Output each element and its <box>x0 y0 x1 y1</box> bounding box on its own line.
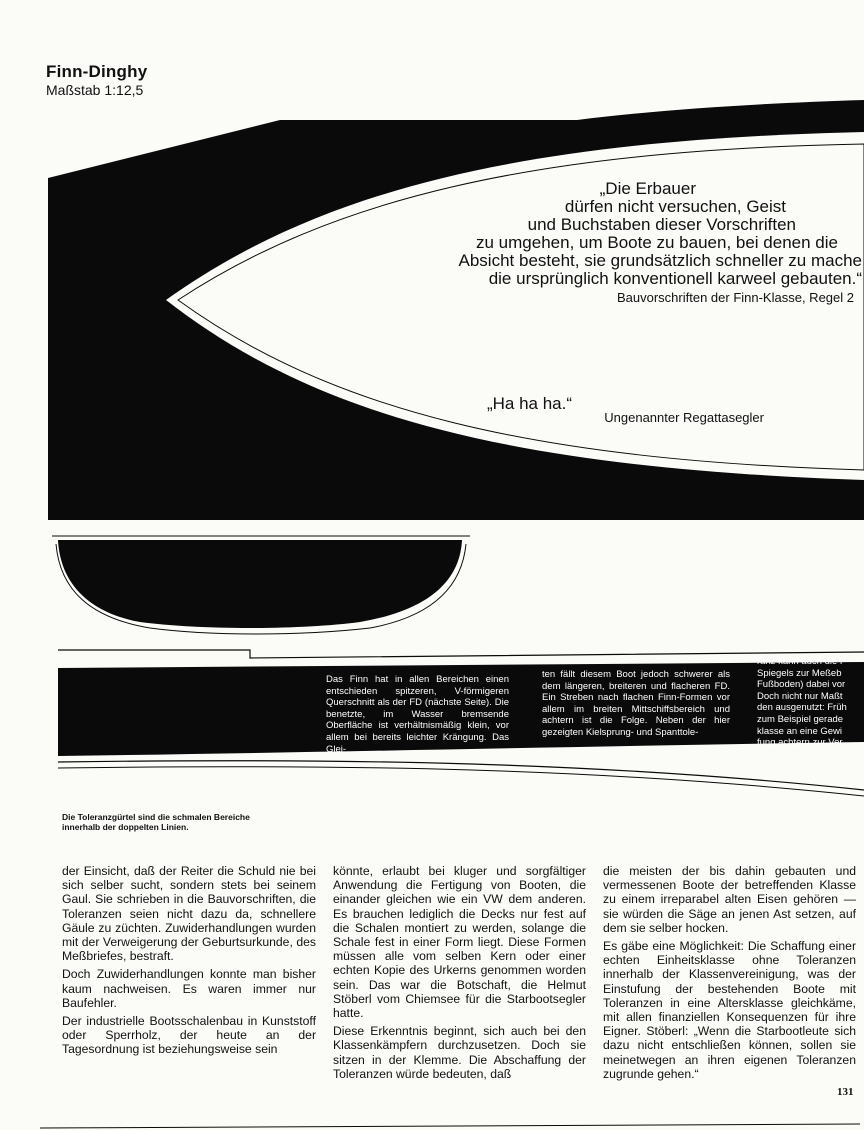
rule-quote-line: Absicht besteht, sie grundsätzlich schneller zu mache <box>458 251 862 270</box>
rule-quote-line: die ursprünglich konventionell karweel gebauten.“ <box>488 269 862 288</box>
drawing-title: Finn-Dinghy <box>46 62 148 81</box>
body-column-3 <box>603 864 856 1085</box>
paragraph: die meisten der bis dahin gebauten und vermessenen Boote der betreffenden Klasse zu einem irreparabel alten Eisen gehören — sie würden die Säge an jenen Ast setzen, auf dem sie selber hocken. <box>603 864 856 935</box>
body-column-1 <box>62 864 316 1061</box>
profile-keel-line-1 <box>58 761 864 790</box>
paragraph: Doch Zuwiderhandlungen konnte man bisher kaum nachweisen. Es waren immer nur Baufehler. <box>62 967 316 1010</box>
rule-quote-line: zu umgehen, um Boote zu bauen, bei denen die <box>476 233 838 252</box>
band-col3-line: ranz kann auch die F <box>757 656 846 667</box>
band-text-column-1: Das Finn hat in allen Bereichen einen entschieden spitzeren, V-förmigeren Querschnitt als der FD (nächste Seite). Die benetzte, im Wasser bremsende Oberfläche ist verhältnismäßig klein, vor allem bei bereits leichter Krängung. Das Glei- <box>326 674 509 755</box>
band-col3-line: zum Beispiel gerade <box>757 713 844 725</box>
paragraph: Der industrielle Bootsschalenbau in Kunststoff oder Sperrholz, der heute an der Tagesordnung ist beziehungsweise sein <box>62 1014 316 1057</box>
drawing-scale: Maßstab 1:12,5 <box>46 82 144 98</box>
band-col3-line: klasse an eine Gewi <box>757 725 843 737</box>
paragraph: Es gäbe eine Möglichkeit: Die Schaffung einer echten Einheitsklasse ohne Toleranzen innerhalb der Klassenvereinigung, was der Einstufung der bestehenden Boote mit Toleranzen in eine Altersklasse gleichkäme, mit allen finanziellen Konsequenzen für ihre Eigner. Stöberl: „Wenn die Starbootleute sich dazu nicht entschließen können, sollen sie meinetwegen an ihren eigenen Toleranzen zugrunde gehen.“ <box>603 939 856 1081</box>
figure-caption: Die Toleranzgürtel sind die schmalen Bereiche innerhalb der doppelten Linien. <box>62 812 250 832</box>
rule-quote-line: „Die Erbauer <box>599 179 696 198</box>
band-col3-line: fung achtern zur Ver <box>757 737 843 749</box>
section-hull <box>58 540 462 628</box>
rule-source: Bauvorschriften der Finn-Klasse, Regel 2 <box>616 290 854 305</box>
laugh-source: Ungenannter Regattasegler <box>604 410 764 425</box>
rule-quote-line: und Buchstaben dieser Vorschriften <box>527 215 796 234</box>
paragraph: könnte, erlaubt bei kluger und sorgfältiger Anwendung die Fertigung von Booten, die einander gleichen wie ein VW dem anderen. Es brauchen lediglich die Decks nur fest auf die Schalen montiert zu werden, solange die Schale fest in einer Form liegt. Diese Formen müssen alle vom selben Kern oder einer echten Kopie des Urkerns genommen worden sein. Das war die Botschaft, die Helmut Stöberl vom Chiemsee für die Starbootsegler hatte. <box>333 864 586 1021</box>
band-text-column-2: ten fällt diesem Boot jedoch schwerer als dem längeren, breiteren und flacheren FD. Ein Streben nach flachen Finn-Formen vor allem im breiten Mittschiffsbereich und achtern ist die Folge. Neben der hier gezeigten Kielsprung- und Spanttole- <box>542 669 730 738</box>
paragraph: Diese Erkenntnis beginnt, sich auch bei den Klassenkämpfern durchzusetzen. Doch sie sitzen in der Klemme. Die Abschaffung der Toleranzen würde bedeuten, daß <box>333 1024 586 1081</box>
bottom-rule <box>40 1124 860 1128</box>
rule-quote-line: dürfen nicht versuchen, Geist <box>564 197 786 216</box>
band-col3-line: Fußboden) dabei vor <box>757 679 846 691</box>
page-number: 131 <box>837 1086 854 1098</box>
body-column-2 <box>333 864 586 1085</box>
band-col3-line: Doch nicht nur Maßt <box>757 690 843 702</box>
band-col3-line: den ausgenutzt: Früh <box>757 702 847 714</box>
laugh-quote: „Ha ha ha.“ <box>486 394 572 413</box>
profile-top-line <box>58 650 864 658</box>
rule-quote <box>458 179 862 288</box>
band-text-column-3 <box>757 656 864 749</box>
band-col3-line: Spiegels zur Meßeb <box>757 667 842 679</box>
profile-keel-line-2 <box>58 767 864 796</box>
paragraph: der Einsicht, daß der Reiter die Schuld nie bei sich selber sucht, sondern stets bei seinem Gaul. Sie schrieben in die Bauvorschriften, die Toleranzen seien nicht dazu da, schnellere Gäule zu züchten. Zuwiderhandlungen wurden mit der Verweigerung der Geburtsurkunde, des Meßbriefes, bestraft. <box>62 864 316 964</box>
